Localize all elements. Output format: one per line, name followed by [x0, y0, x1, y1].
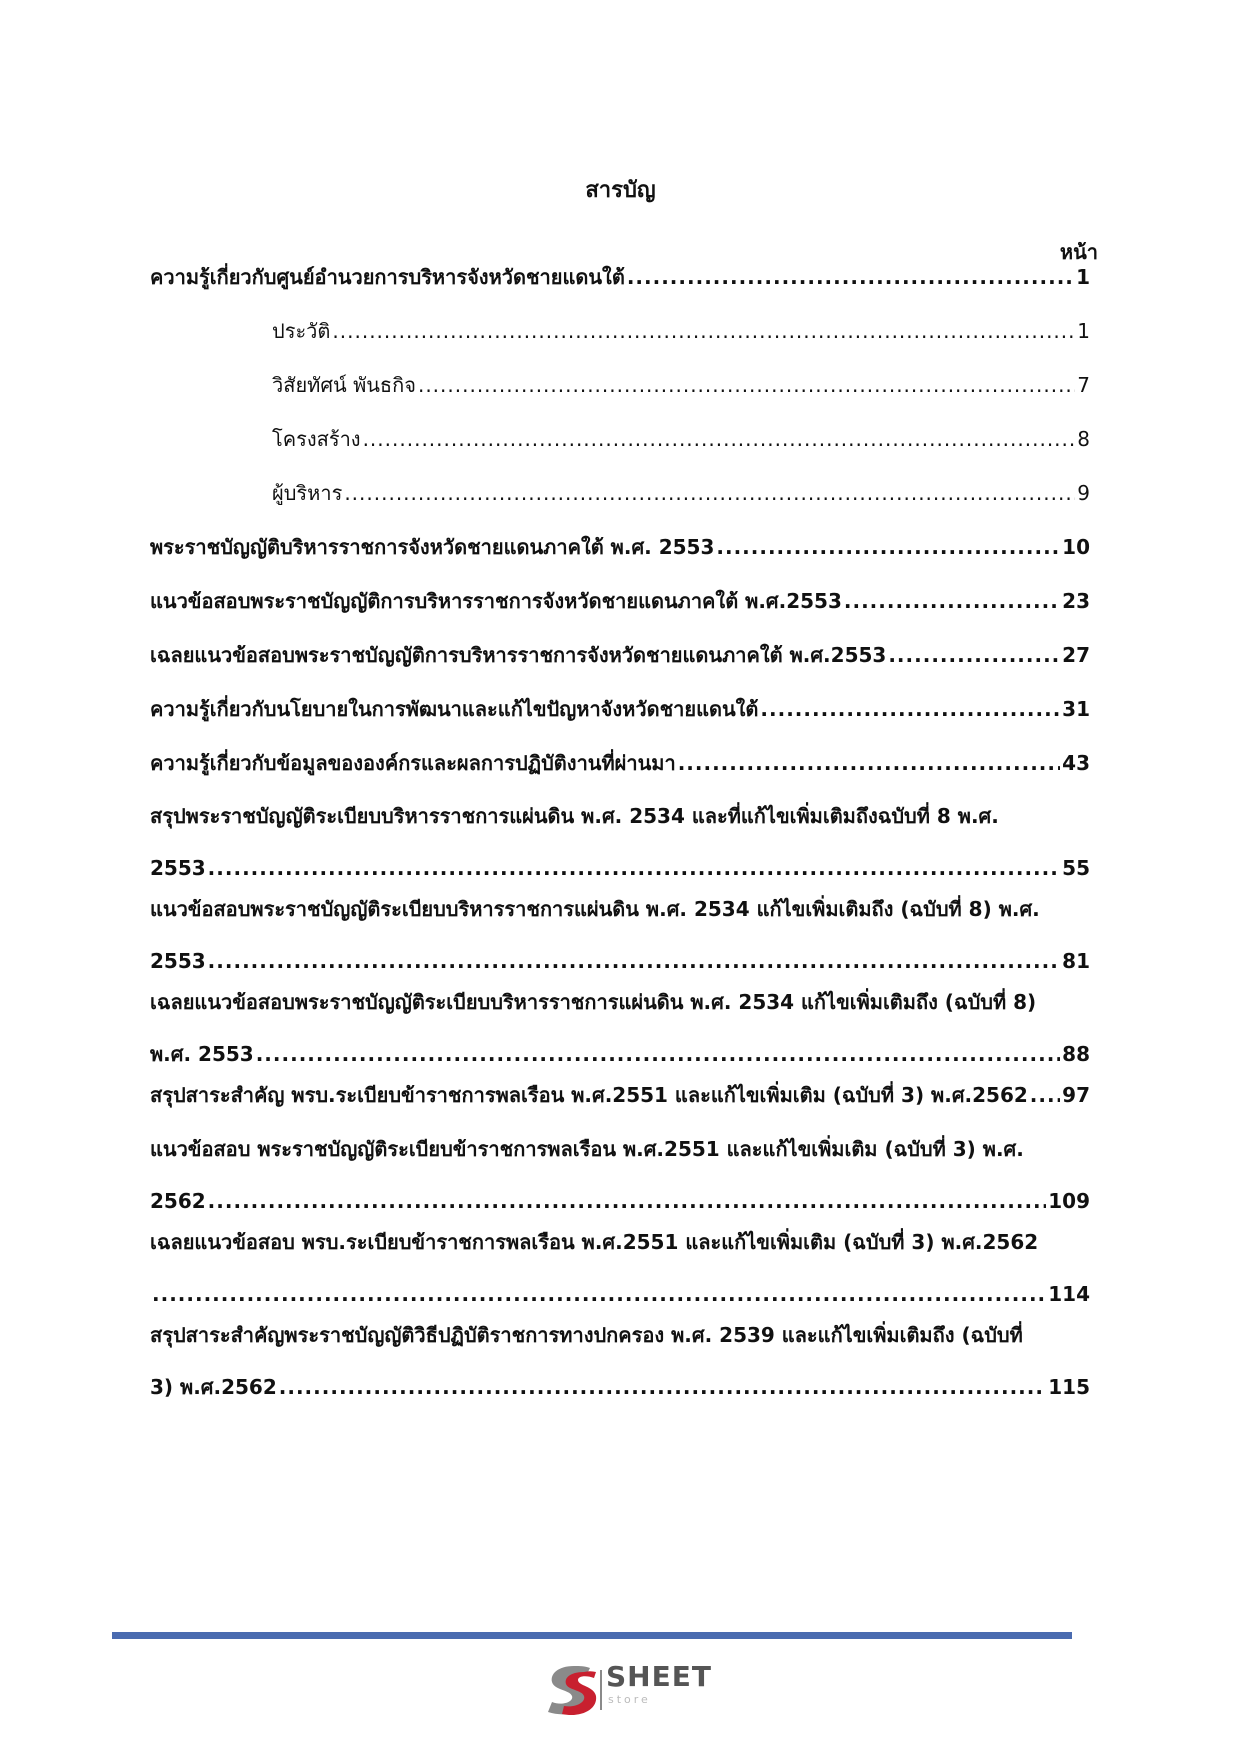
toc-entry-title-cont: 2553 — [150, 949, 206, 973]
toc-entry-title: สรุปสาระสำคัญพระราชบัญญัติวิธีปฏิบัติราชการทางปกครอง พ.ศ. 2539 และแก้ไขเพิ่มเติมถึง (ฉบับที่ — [150, 1323, 1023, 1347]
toc-entry-page: 97 — [1062, 1083, 1090, 1107]
toc-entry[interactable] — [150, 1123, 1090, 1227]
toc-entry-page: 1 — [1076, 265, 1090, 289]
toc-entry-page: 8 — [1077, 427, 1090, 451]
dot-leader — [344, 467, 1075, 519]
toc-entry[interactable] — [150, 629, 1090, 681]
toc-entry[interactable] — [150, 976, 1090, 1080]
toc-entry[interactable] — [150, 251, 1090, 303]
toc-entry[interactable] — [150, 1309, 1090, 1413]
toc-entry-title: สรุปพระราชบัญญัติระเบียบบริหารราชการแผ่นดิน พ.ศ. 2534 และที่แก้ไขเพิ่มเติมถึงฉบับที่ 8 พ.ศ. — [150, 804, 999, 828]
toc-entry-title: สรุปสาระสำคัญ พรบ.ระเบียบข้าราชการพลเรือน พ.ศ.2551 และแก้ไขเพิ่มเติม (ฉบับที่ 3) พ.ศ.2562 — [150, 1083, 1028, 1107]
toc-entry-title: เฉลยแนวข้อสอบพระราชบัญญัติระเบียบบริหารราชการแผ่นดิน พ.ศ. 2534 แก้ไขเพิ่มเติมถึง (ฉบับที่ 8) — [150, 990, 1037, 1014]
toc-entry-page: 27 — [1062, 643, 1090, 667]
toc-entry-page: 55 — [1062, 856, 1090, 880]
toc-subentry[interactable] — [272, 305, 1090, 357]
toc-entry-page: 10 — [1062, 535, 1090, 559]
toc-entry-title: แนวข้อสอบพระราชบัญญัติการบริหารราชการจังหวัดชายแดนภาคใต้ พ.ศ.2553 — [150, 589, 842, 613]
dot-leader — [332, 305, 1075, 357]
dot-leader — [627, 251, 1074, 303]
toc-entry-title: แนวข้อสอบพระราชบัญญัติระเบียบบริหารราชการแผ่นดิน พ.ศ. 2534 แก้ไขเพิ่มเติมถึง (ฉบับที่ 8) พ.ศ. — [150, 897, 1040, 921]
toc-entry-title: วิสัยทัศน์ พันธกิจ — [272, 373, 416, 397]
dot-leader — [363, 413, 1076, 465]
toc-entry[interactable] — [150, 883, 1090, 987]
toc-entry-title: โครงสร้าง — [272, 427, 361, 451]
toc-entry[interactable] — [150, 790, 1090, 894]
toc-entry[interactable] — [150, 575, 1090, 627]
page-title: สารบัญ — [585, 178, 656, 203]
toc-entry-title: ประวัติ — [272, 319, 331, 343]
toc-entry-title: เฉลยแนวข้อสอบ พรบ.ระเบียบข้าราชการพลเรือน พ.ศ.2551 และแก้ไขเพิ่มเติม (ฉบับที่ 3) พ.ศ.2562 — [150, 1230, 1039, 1254]
toc-subentry[interactable] — [272, 359, 1090, 411]
dot-leader — [844, 575, 1060, 627]
toc-subentry[interactable] — [272, 413, 1090, 465]
toc-entry-page: 7 — [1077, 373, 1090, 397]
dot-leader — [418, 359, 1075, 411]
toc-entry-page: 1 — [1077, 319, 1090, 343]
logo-subtext: store — [608, 1693, 651, 1706]
toc-entry-title: เฉลยแนวข้อสอบพระราชบัญญัติการบริหารราชการจังหวัดชายแดนภาคใต้ พ.ศ.2553 — [150, 643, 887, 667]
toc-entry-page: 9 — [1077, 481, 1090, 505]
toc-entry-page: 115 — [1048, 1375, 1090, 1399]
toc-entry-title: ความรู้เกี่ยวกับข้อมูลขององค์กรและผลการปฏิบัติงานที่ผ่านมา — [150, 751, 676, 775]
toc-entry-page: 109 — [1048, 1189, 1090, 1213]
dot-leader — [760, 683, 1060, 735]
toc-entry-title-cont: 2562 — [150, 1189, 206, 1213]
toc-entry-page: 23 — [1062, 589, 1090, 613]
toc-subentry[interactable] — [272, 467, 1090, 519]
toc-entry-title: ความรู้เกี่ยวกับศูนย์อำนวยการบริหารจังหวัดชายแดนใต้ — [150, 265, 625, 289]
toc-entry[interactable] — [150, 1069, 1090, 1121]
toc-entry-title-cont: 3) พ.ศ.2562 — [150, 1375, 277, 1399]
toc-entry-page: 88 — [1062, 1042, 1090, 1066]
logo-wordmark: SHEET — [606, 1660, 712, 1693]
toc-entry[interactable] — [150, 1216, 1090, 1320]
toc-entry[interactable] — [150, 521, 1090, 573]
toc-entry-title: พระราชบัญญัติบริหารราชการจังหวัดชายแดนภาคใต้ พ.ศ. 2553 — [150, 535, 715, 559]
dot-leader — [888, 629, 1060, 681]
toc-entry-title: ผู้บริหาร — [272, 481, 343, 505]
toc-entry-page: 81 — [1062, 949, 1090, 973]
page-column-heading: หน้า — [1059, 240, 1098, 264]
toc-entry-page: 31 — [1062, 697, 1090, 721]
toc-entry-page: 114 — [1048, 1282, 1090, 1306]
toc-entry-title: ความรู้เกี่ยวกับนโยบายในการพัฒนาและแก้ไขปัญหาจังหวัดชายแดนใต้ — [150, 697, 759, 721]
toc-entry-page: 43 — [1062, 751, 1090, 775]
dot-leader — [1030, 1069, 1060, 1121]
dot-leader — [678, 737, 1060, 789]
toc-entry[interactable] — [150, 683, 1090, 735]
toc-entry[interactable] — [150, 737, 1090, 789]
toc-entry-title-cont: พ.ศ. 2553 — [150, 1042, 254, 1066]
toc-entry-title: แนวข้อสอบ พระราชบัญญัติระเบียบข้าราชการพลเรือน พ.ศ.2551 และแก้ไขเพิ่มเติม (ฉบับที่ 3) พ.ศ. — [150, 1137, 1024, 1161]
footer-rule — [112, 1632, 1072, 1639]
dot-leader — [716, 521, 1060, 573]
dot-leader — [279, 1361, 1046, 1413]
toc-entry-title-cont: 2553 — [150, 856, 206, 880]
